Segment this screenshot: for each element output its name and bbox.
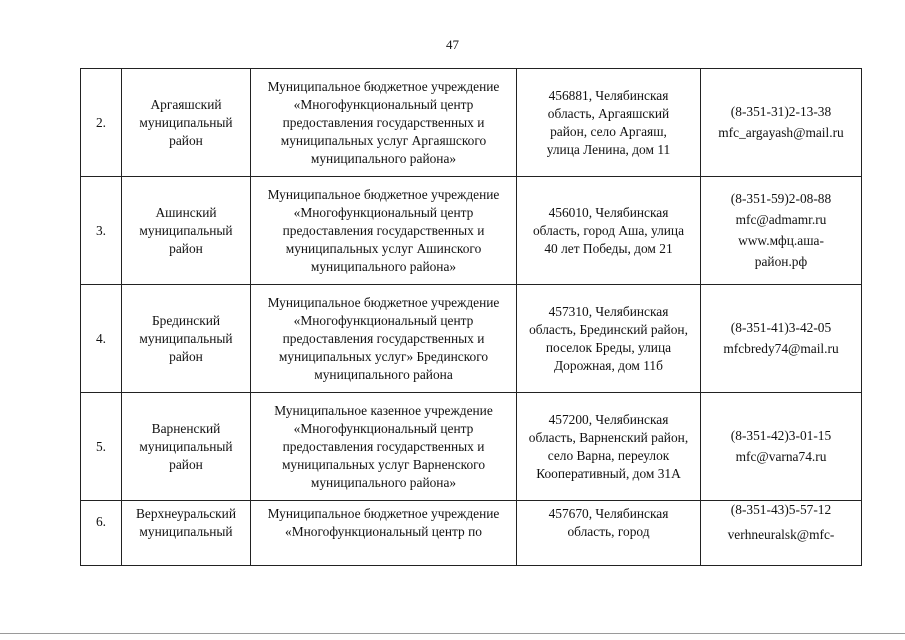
district-name-cell [122,393,251,501]
address-line: область, город [567,524,650,539]
name-line: муниципальный [139,438,233,454]
row-number: 4. [95,330,107,346]
address-line: поселок Бреды, улица [545,339,672,355]
name-line: район [169,240,203,256]
mfc-directory-table [80,68,862,566]
contacts-line: www.мфц.аша- [738,233,824,248]
organization-cell [251,285,517,393]
address-line: область, Аргаяшский [547,105,670,121]
org-line: предоставления государственных и [282,330,485,346]
contacts-line: (8-351-43)5-57-12 [730,502,832,517]
org-line: муниципального района» [310,258,457,274]
row-number-cell [81,501,122,566]
table-row [81,393,862,501]
name-line: муниципальный [139,222,233,238]
contacts-line: mfc_argayash@mail.ru [718,125,844,140]
row-number: 2. [95,114,107,130]
name-line: район [169,132,203,148]
table-row [81,177,862,285]
scan-edge [0,633,905,634]
address-line: область, Варненский район, [528,429,689,445]
organization-cell [251,393,517,501]
org-line: Муниципальное бюджетное учреждение [267,78,500,94]
org-line: «Многофункциональный центр [293,312,474,328]
contacts-cell [701,177,862,285]
org-line: «Многофункциональный центр [293,96,474,112]
organization-cell [251,69,517,177]
org-line: муниципальных услуг Ашинского [285,240,482,256]
address-cell [517,501,701,566]
address-line: район, село Аргаяш, [550,123,667,139]
contacts-cell [701,285,862,393]
address-line: 457670, Челябинская [548,506,669,521]
name-line: Варненский [151,420,221,436]
organization-cell [251,177,517,285]
org-line: «Многофункциональный центр по [285,524,482,539]
page-number: 47 [446,37,459,52]
org-line: предоставления государственных и [282,222,485,238]
org-line: муниципального района» [310,150,457,166]
district-name-cell [122,501,251,566]
row-number-cell [81,69,122,177]
name-line: район [169,456,203,472]
table-row [81,501,862,566]
name-line: район [169,348,203,364]
organization-cell [251,501,517,566]
address-line: 40 лет Победы, дом 21 [544,240,673,256]
address-line: село Варна, переулок [547,447,670,463]
row-number-cell [81,285,122,393]
org-line: предоставления государственных и [282,438,485,454]
contacts-line: (8-351-59)2-08-88 [730,191,832,206]
contacts-cell [701,501,862,566]
org-line: муниципальных услуг Аргаяшского [280,132,487,148]
address-cell [517,393,701,501]
name-line: муниципальный [139,114,233,130]
org-line: «Многофункциональный центр [293,204,474,220]
row-number: 3. [95,222,107,238]
org-line: муниципальных услуг Варненского [281,456,486,472]
table-row [81,69,862,177]
contacts-line: mfc@varna74.ru [735,449,827,464]
name-line: муниципальный [139,330,233,346]
contacts-line: (8-351-31)2-13-38 [730,104,832,119]
org-line: Муниципальное бюджетное учреждение [267,294,500,310]
org-line: Муниципальное бюджетное учреждение [267,186,500,202]
address-cell [517,285,701,393]
contacts-line: mfc@admamr.ru [735,212,827,227]
address-line: Кооперативный, дом 31А [536,465,681,481]
address-line: 457200, Челябинская [548,411,669,427]
org-line: предоставления государственных и [282,114,485,130]
name-line: Аргаяшский [150,96,222,112]
address-line: 456010, Челябинская [548,204,669,220]
name-line: Верхнеуральский [135,506,237,521]
table-row [81,285,862,393]
contacts-cell [701,393,862,501]
org-line: Муниципальное бюджетное учреждение [267,506,500,521]
address-line: улица Ленина, дом 11 [546,141,671,157]
contacts-cell [701,69,862,177]
row-number-cell [81,393,122,501]
name-line: муниципальный [139,524,233,539]
org-line: «Многофункциональный центр [293,420,474,436]
contacts-line: (8-351-42)3-01-15 [730,428,832,443]
name-line: Брединский [151,312,221,328]
address-line: область, Брединский район, [529,321,688,337]
address-line: 456881, Челябинская [548,87,669,103]
org-line: муниципальных услуг» Брединского [278,348,489,364]
address-line: Дорожная, дом 11б [554,357,663,373]
row-number-cell [81,177,122,285]
org-line: муниципального района» [310,474,457,490]
district-name-cell [122,177,251,285]
row-number: 5. [95,438,107,454]
address-line: область, город Аша, улица [532,222,685,238]
address-cell [517,69,701,177]
address-line: 457310, Челябинская [548,303,669,319]
name-line: Ашинский [155,204,217,220]
district-name-cell [122,285,251,393]
contacts-line: mfcbredy74@mail.ru [723,341,839,356]
contacts-line: verhneuralsk@mfc- [727,527,835,542]
district-name-cell [122,69,251,177]
contacts-line: (8-351-41)3-42-05 [730,320,832,335]
org-line: Муниципальное казенное учреждение [274,402,493,418]
row-number: 6. [95,514,107,529]
table-body [81,69,862,566]
org-line: муниципального района [314,366,453,382]
address-cell [517,177,701,285]
contacts-line: район.рф [754,254,808,269]
